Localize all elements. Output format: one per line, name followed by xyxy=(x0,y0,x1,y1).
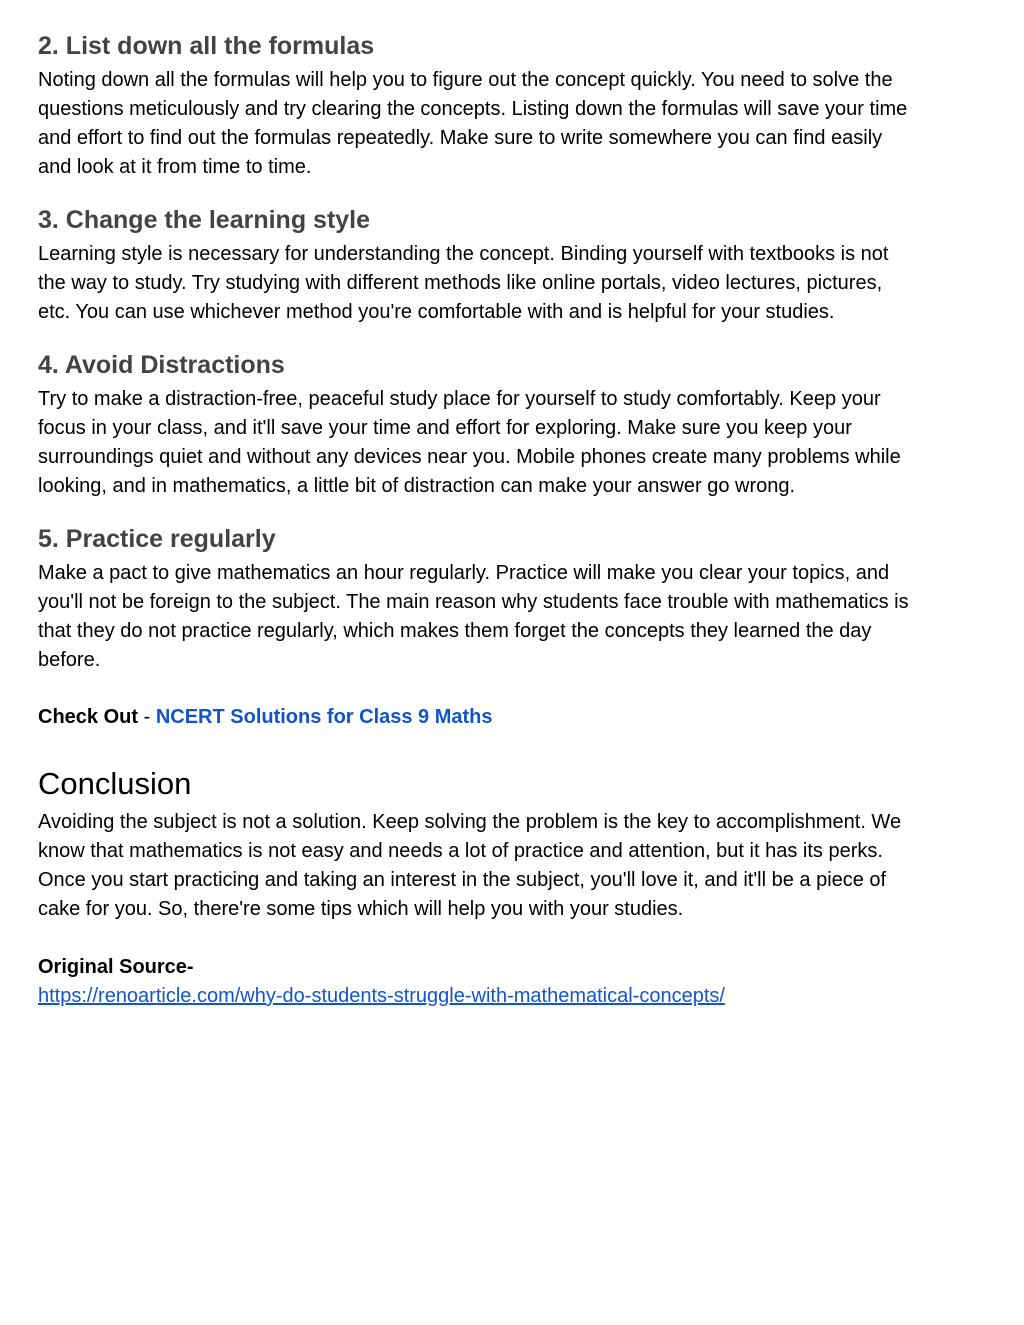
original-source xyxy=(38,953,918,1011)
section-heading: 2. List down all the formulas xyxy=(38,32,375,60)
section-body: Try to make a distraction-free, peaceful study place for yourself to study comfortably. Keep your focus in your class, and it'll save your time and effort for exploring. Make sure you keep your surroundings quiet and without any devices near you. Mobile phones create many problems while looking, and in mathematics, a little bit of distraction can make your answer go wrong. xyxy=(38,388,901,497)
section-body: Noting down all the formulas will help you to figure out the concept quickly. You need to solve the questions meticulously and try clearing the concepts. Listing down the formulas will save your time and effort to find out the formulas repeatedly. Make sure to write somewhere you can find easily and look at it from time to time. xyxy=(38,69,908,178)
conclusion-heading: Conclusion xyxy=(38,766,192,801)
section-heading: 3. Change the learning style xyxy=(38,206,371,234)
ncert-solutions-link[interactable]: NCERT Solutions for Class 9 Maths xyxy=(155,706,493,728)
original-source-link[interactable]: https://renoarticle.com/why-do-students-struggle-with-mathematical-concepts/ xyxy=(38,985,725,1007)
check-out-separator: - xyxy=(138,706,156,728)
section-practice xyxy=(38,521,918,675)
section-distractions xyxy=(38,347,918,501)
section-formulas xyxy=(38,28,918,182)
section-heading: 4. Avoid Distractions xyxy=(38,351,285,379)
check-out-line xyxy=(38,703,918,732)
check-out-label: Check Out xyxy=(38,706,139,728)
conclusion-body: Avoiding the subject is not a solution. Keep solving the problem is the key to accomplishment. We know that mathematics is not easy and needs a lot of practice and attention, but it has its perks. Once you start practicing and taking an interest in the subject, you'll love it, and it'll be a piece of cake for you. So, there're some tips which will help you with your studies. xyxy=(38,811,902,920)
section-heading: 5. Practice regularly xyxy=(38,525,276,553)
section-body: Make a pact to give mathematics an hour regularly. Practice will make you clear your topics, and you'll not be foreign to the subject. The main reason why students face trouble with mathematics is that they do not practice regularly, which makes them forget the concepts they learned the day before. xyxy=(38,562,909,671)
section-body: Learning style is necessary for understanding the concept. Binding yourself with textbooks is not the way to study. Try studying with different methods like online portals, video lectures, pictures, etc. You can use whichever method you're comfortable with and is helpful for your studies. xyxy=(38,243,889,323)
document-page xyxy=(38,28,918,1011)
original-source-label: Original Source- xyxy=(38,956,194,978)
section-learning-style xyxy=(38,202,918,327)
